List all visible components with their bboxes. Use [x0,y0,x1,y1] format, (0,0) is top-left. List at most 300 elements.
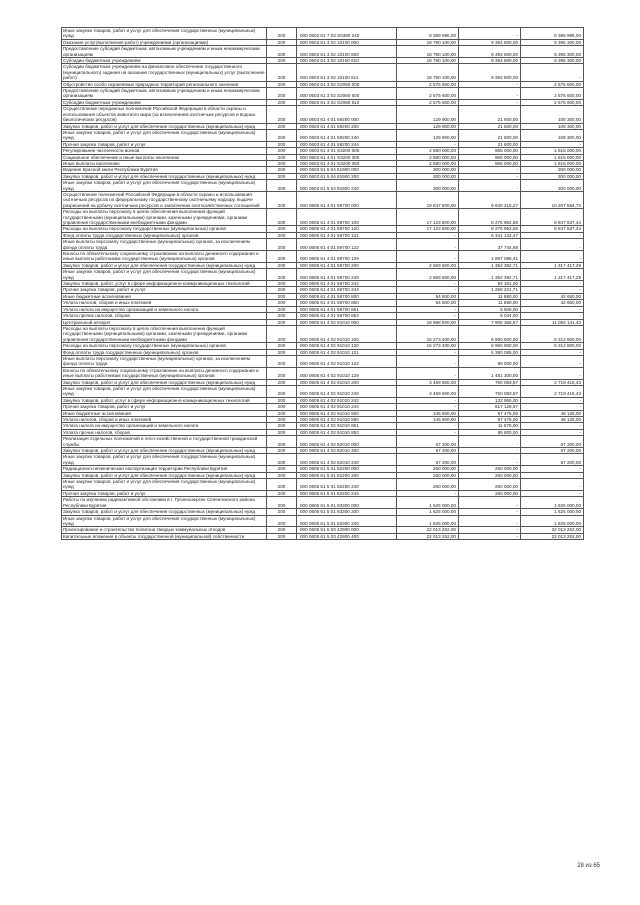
executed-amount-cell: 21 600,00 [459,141,521,147]
budget-classification-code-cell: 000 0502 61 7 03 S0380 240 [297,28,397,40]
unexecuted-amount-cell: - [521,479,584,491]
budget-classification-code-cell: 000 0605 61 4 01 59700 850 [297,300,397,306]
budget-classification-code-cell: 000 0605 61 5 01 83300 000 [297,497,397,509]
table-row [62,423,584,429]
budget-classification-code-cell: 000 0503 61 3 02 10100 000 [297,39,397,45]
budget-classification-code-cell: 000 0503 61 3 02 S2060 000 [297,81,397,87]
unexecuted-amount-cell: 67 200,00 [521,448,584,454]
unexecuted-amount-cell: 108 300,00 [521,106,584,123]
table-row [62,306,584,312]
budget-classification-code-cell: 000 0605 61 4 02 91010 121 [297,349,397,355]
row-code-cell: 200 [267,99,297,105]
table-row [62,39,584,45]
row-name-cell: Расходы на выплаты персоналу государственных (муниципальных) органов [62,343,267,349]
executed-amount-cell: 5 380 085,00 [459,349,521,355]
executed-amount-cell: - [459,527,521,533]
unexecuted-amount-cell: - [521,281,584,287]
row-name-cell: Прочая закупка товаров, работ и услуг [62,490,267,496]
unexecuted-amount-cell: - [521,397,584,403]
budget-classification-code-cell: 000 0605 61 4 01 59700 120 [297,226,397,232]
budget-classification-code-cell: 000 0605 61 4 01 59700 240 [297,269,397,281]
row-code-cell: 200 [267,490,297,496]
executed-amount-cell: 750 083,57 [459,385,521,397]
unexecuted-amount-cell: 42 650,00 [521,300,584,306]
row-name-cell: Расходы на выплаты персоналу в целях обеспечения выполнения функций государственными (муниципальными) органами, казенными учреждениями, органами управления государственными внебюджетными фондами [62,325,267,342]
row-code-cell: 200 [267,287,297,293]
table-row [62,367,584,379]
unexecuted-amount-cell: - [521,313,584,319]
row-code-cell: 200 [267,106,297,123]
row-code-cell: 200 [267,226,297,232]
unexecuted-amount-cell: 108 300,00 [521,123,584,129]
row-name-cell: Иные закупки товаров, работ и услуг для обеспечения государственных (муниципальных) нужд [62,28,267,40]
unexecuted-amount-cell: 8 389 995,00 [521,28,584,40]
unexecuted-amount-cell: 2 575 600,00 [521,99,584,105]
approved-amount-cell: 2 580 000,00 [397,154,459,160]
executed-amount-cell: 1 352 382,71 [459,269,521,281]
executed-amount-cell: 97 475,00 [459,410,521,416]
row-code-cell: 200 [267,129,297,141]
unexecuted-amount-cell: - [521,429,584,435]
table-row [62,281,584,287]
budget-classification-code-cell: 000 0605 61 4 02 91010 851 [297,423,397,429]
row-code-cell: 200 [267,423,297,429]
table-row [62,88,584,100]
row-code-cell: 200 [267,58,297,64]
row-name-cell: Уплата налога на имущество организаций и земельного налога [62,423,267,429]
table-row [62,180,584,192]
executed-amount-cell: 5 506,00 [459,306,521,312]
budget-classification-code-cell: 000 0603 61 4 01 S3200 300 [297,154,397,160]
row-code-cell: 200 [267,397,297,403]
approved-amount-cell: 17 123 800,00 [397,226,459,232]
row-name-cell: Иные бюджетные ассигнования [62,410,267,416]
approved-amount-cell: - [397,313,459,319]
page-number: 28 из 65 [577,863,600,869]
row-name-cell: Иные закупки товаров, работ и услуг для обеспечения государственных (муниципальных) нужд [62,129,267,141]
unexecuted-amount-cell: - [521,355,584,367]
executed-amount-cell: 260 000,00 [459,479,521,491]
executed-amount-cell: 94 161,00 [459,281,521,287]
row-name-cell: Социальное обеспечение и иные выплаты населению [62,154,267,160]
row-name-cell: Реализация отдельных полномочий в лесо-хозяйственной и государственной гражданской службы [62,436,267,448]
row-name-cell: Иные закупки товаров, работ и услуг для обеспечения государственных (муниципальных) нужд [62,180,267,192]
executed-amount-cell: 21 600,00 [459,129,521,141]
approved-amount-cell: 3 469 500,00 [397,385,459,397]
budget-classification-code-cell: 000 0603 61 4 01 59200 000 [297,106,397,123]
unexecuted-amount-cell: 67 200,00 [521,454,584,466]
row-name-cell: Иные закупки товаров, работ и услуг для обеспечения государственных (муниципальных) нужд [62,385,267,397]
table-row [62,454,584,466]
approved-amount-cell: 129 900,00 [397,123,459,129]
approved-amount-cell: 2 669 600,00 [397,269,459,281]
row-name-cell: Субсидии бюджетным учреждениям [62,58,267,64]
approved-amount-cell: 2 575 600,00 [397,81,459,87]
unexecuted-amount-cell: 8 312 800,00 [521,325,584,342]
executed-amount-cell: 97 475,00 [459,417,521,423]
budget-classification-code-cell: 000 0603 61 5 04 81900 000 [297,167,397,173]
row-code-cell: 200 [267,46,297,58]
budget-classification-code-cell: 000 0603 61 5 04 81900 200 [297,173,397,179]
row-code-cell: 200 [267,404,297,410]
budget-classification-code-cell: 000 0605 61 5 01 82200 200 [297,472,397,478]
row-code-cell: 200 [267,300,297,306]
row-code-cell: 200 [267,81,297,87]
approved-amount-cell: 54 500,00 [397,300,459,306]
unexecuted-amount-cell: - [521,472,584,478]
budget-classification-code-cell: 000 0603 61 4 01 S3200 000 [297,148,397,154]
executed-amount-cell: - [459,180,521,192]
row-code-cell: 200 [267,454,297,466]
approved-amount-cell: 3 469 500,00 [397,379,459,385]
row-code-cell: 200 [267,232,297,238]
unexecuted-amount-cell: - [521,404,584,410]
table-row [62,497,584,509]
executed-amount-cell: 11 675,00 [459,423,521,429]
table-row [62,287,584,293]
table-row [62,479,584,491]
budget-classification-code-cell: 000 0605 61 4 01 59700 244 [297,287,397,293]
executed-amount-cell: 9 394 800,00 [459,39,521,45]
row-name-cell: Иные закупки товаров, работ и услуг для обеспечения государственных (муниципальных) нужд [62,479,267,491]
row-code-cell: 200 [267,367,297,379]
table-row [62,533,584,539]
row-name-cell: Уплата налогов, сборов и иных платежей [62,417,267,423]
unexecuted-amount-cell: 1 615 000,00 [521,160,584,166]
executed-amount-cell: 1 897 085,41 [459,251,521,263]
row-code-cell: 200 [267,325,297,342]
approved-amount-cell: 19 847 800,00 [397,191,459,208]
executed-amount-cell: - [459,81,521,87]
approved-amount-cell: 18 790 100,00 [397,39,459,45]
table-row [62,251,584,263]
row-code-cell: 200 [267,497,297,509]
unexecuted-amount-cell: 9 395 300,00 [521,39,584,45]
budget-classification-code-cell: 000 0503 61 3 02 10100 611 [297,64,397,81]
row-code-cell: 200 [267,472,297,478]
table-row [62,355,584,367]
unexecuted-amount-cell: - [521,64,584,81]
row-name-cell: Закупка товаров, работ, услуг в сфере информационно-коммуникационных технологий [62,397,267,403]
row-name-cell: Иные выплаты персоналу государственных (муниципальных) органов, за исключением фонда оплаты труда [62,239,267,251]
unexecuted-amount-cell: 9 395 300,00 [521,46,584,58]
executed-amount-cell: 8 275 962,56 [459,209,521,226]
unexecuted-amount-cell: - [521,232,584,238]
unexecuted-amount-cell: 1 625 000,00 [521,497,584,509]
unexecuted-amount-cell: 8 847 837,44 [521,209,584,226]
approved-amount-cell: - [397,490,459,496]
table-row [62,239,584,251]
executed-amount-cell: - [459,509,521,515]
executed-amount-cell: 132 955,00 [459,397,521,403]
row-code-cell: 200 [267,88,297,100]
budget-classification-code-cell: 000 0605 61 4 02 82010 200 [297,448,397,454]
row-code-cell: 200 [267,28,297,40]
row-code-cell: 200 [267,417,297,423]
row-code-cell: 200 [267,533,297,539]
row-code-cell: 200 [267,385,297,397]
row-name-cell: Иные выплаты персоналу государственных (муниципальных) органов, за исключением фонда оплаты труда [62,355,267,367]
row-code-cell: 200 [267,448,297,454]
table-row [62,379,584,385]
table-row [62,349,584,355]
table-row [62,472,584,478]
row-name-cell: Субсидии бюджетным учреждениям на финансовое обеспечение государственного (муниципального) задания на оказание государственных (муниципальных) услуг (выполнение работ) [63,64,265,81]
unexecuted-amount-cell: 11 082 141,43 [521,319,584,325]
budget-classification-code-cell: 000 0605 61 5 01 82200 000 [297,466,397,472]
row-name-cell: Закупка товаров, работ, услуг в сфере информационно-коммуникационных технологий [62,281,267,287]
row-name-cell: Закупка товаров, работ и услуг для обеспечения государственных (муниципальных) нужд [62,123,267,129]
approved-amount-cell: 1 625 000,00 [397,515,459,527]
budget-classification-code-cell: 000 0603 61 4 01 S3200 360 [297,160,397,166]
unexecuted-amount-cell: 48 125,00 [521,417,584,423]
row-name-cell: Работы по изучению радиоактивной обстановки в г. Гусиноозерске Селенгинского района Республики Бурятия [62,497,267,509]
table-row [62,232,584,238]
approved-amount-cell: 18 790 100,00 [397,46,459,58]
row-code-cell: 200 [267,173,297,179]
budget-classification-code-cell: 000 0605 61 5 01 82200 240 [297,479,397,491]
unexecuted-amount-cell: - [521,141,584,147]
executed-amount-cell: 37 744,68 [459,239,521,251]
budget-classification-code-cell: 000 0605 61 4 02 91010 122 [297,355,397,367]
row-name-cell: Проектирование и строительство полигона твердых коммунальных отходов [62,527,267,533]
budget-classification-code-cell: 000 0605 61 5 01 83300 200 [297,509,397,515]
approved-amount-cell: 15 273 400,00 [397,343,459,349]
table-row [62,515,584,527]
row-name-cell: Фонд оплаты труда государственных (муниципальных) органов [62,232,267,238]
table-row [62,404,584,410]
row-name-cell: Расходы на выплаты персоналу государственных (муниципальных) органов [62,226,267,232]
budget-classification-code-cell: 000 0605 61 4 02 91010 000 [297,319,397,325]
budget-classification-code-cell: 000 0605 61 5 01 82200 244 [297,490,397,496]
budget-classification-code-cell: 000 0605 61 4 01 59700 121 [297,232,397,238]
approved-amount-cell: - [397,349,459,355]
budget-classification-code-cell: 000 0605 61 4 02 91010 800 [297,410,397,416]
row-code-cell: 200 [267,269,297,281]
approved-amount-cell: - [397,429,459,435]
approved-amount-cell: - [397,397,459,403]
row-code-cell: 200 [267,527,297,533]
row-name-cell: Иные закупки товаров, работ и услуг для обеспечения государственных (муниципальных) нужд [62,454,267,466]
approved-amount-cell: - [397,239,459,251]
executed-amount-cell: - [459,448,521,454]
budget-classification-code-cell: 000 0605 61 5 01 83300 240 [297,515,397,527]
budget-classification-code-cell: 000 0503 61 3 02 10100 600 [297,46,397,58]
row-name-cell: Центральный аппарат [62,319,267,325]
unexecuted-amount-cell: 22 013 252,00 [521,527,584,533]
budget-classification-code-cell: 000 0605 61 4 01 59700 122 [297,239,397,251]
row-name-cell: Ведение Красной книги Республики Бурятия [62,167,267,173]
approved-amount-cell: - [397,251,459,263]
row-code-cell: 200 [267,313,297,319]
unexecuted-amount-cell: - [521,466,584,472]
budget-classification-code-cell: 000 0605 61 4 02 91010 240 [297,385,397,397]
approved-amount-cell: 260 000,00 [397,472,459,478]
budget-classification-code-cell: 000 0605 61 4 02 91010 120 [297,343,397,349]
approved-amount-cell: 18 988 500,00 [397,319,459,325]
budget-classification-code-cell: 000 0605 61 4 02 91010 200 [297,379,397,385]
executed-amount-cell: 965 000,00 [459,160,521,166]
budget-classification-code-cell: 000 0605 61 4 01 59700 800 [297,293,397,299]
unexecuted-amount-cell: 108 300,00 [521,129,584,141]
row-code-cell: 200 [267,509,297,515]
row-name-cell: Уплата налога на имущество организаций и земельного налога [62,306,267,312]
approved-amount-cell: 300 000,00 [397,180,459,192]
row-name-cell: Прочая закупка товаров, работ и услуг [62,141,267,147]
executed-amount-cell: 6 960 600,00 [459,325,521,342]
row-code-cell: 200 [267,466,297,472]
budget-classification-code-cell: 000 0603 61 4 01 59200 244 [297,141,397,147]
approved-amount-cell: - [397,232,459,238]
budget-classification-code-cell: 000 0605 61 4 02 82010 000 [297,436,397,448]
unexecuted-amount-cell: 1 615 000,00 [521,148,584,154]
table-row [62,154,584,160]
executed-amount-cell: 1 481 300,00 [459,367,521,379]
executed-amount-cell: 99 000,00 [459,355,521,367]
approved-amount-cell: - [397,423,459,429]
budget-classification-code-cell: 000 0605 61 4 01 59700 129 [297,251,397,263]
unexecuted-amount-cell: 2 575 600,00 [521,81,584,87]
executed-amount-cell: 965 000,00 [459,148,521,154]
approved-amount-cell: 2 580 000,00 [397,148,459,154]
row-name-cell: Закупка товаров, работ и услуг для обеспечения государственных (муниципальных) нужд [62,472,267,478]
row-code-cell: 200 [267,160,297,166]
approved-amount-cell: - [397,287,459,293]
row-code-cell: 200 [267,148,297,154]
unexecuted-amount-cell: 300 000,00 [521,167,584,173]
approved-amount-cell: 18 790 100,00 [397,64,459,81]
approved-amount-cell: 1 625 000,00 [397,509,459,515]
row-code-cell: 200 [267,191,297,208]
budget-classification-code-cell: 000 0605 61 4 02 91010 850 [297,417,397,423]
executed-amount-cell: 260 000,00 [459,490,521,496]
unexecuted-amount-cell: - [521,349,584,355]
row-name-cell: Прочая закупка товаров, работ и услуг [62,287,267,293]
row-name-cell: Осуществление переданных полномочий Российской Федерации в области охраны и использования объектов животного мира (за исключением охотничьих ресурсов и водных биологических ресурсов) [62,106,267,123]
executed-amount-cell: 617 128,57 [459,404,521,410]
approved-amount-cell: 260 000,00 [397,466,459,472]
row-name-cell: Иные закупки товаров, работ и услуг для обеспечения государственных (муниципальных) нужд [62,269,267,281]
executed-amount-cell: 260 000,00 [459,466,521,472]
executed-amount-cell: 9 394 800,00 [459,46,521,58]
unexecuted-amount-cell: 300 000,00 [521,173,584,179]
unexecuted-amount-cell: 10 207 584,73 [521,191,584,208]
executed-amount-cell: 1 258 221,71 [459,287,521,293]
budget-classification-code-cell: 000 0605 61 4 01 59700 851 [297,306,397,312]
table-row [62,490,584,496]
table-row [62,300,584,306]
approved-amount-cell: - [397,404,459,410]
approved-amount-cell: 2 575 600,00 [397,99,459,105]
budget-classification-code-cell: 000 0503 61 3 02 10100 610 [297,58,397,64]
executed-amount-cell: 11 880,00 [459,300,521,306]
approved-amount-cell: 15 273 400,00 [397,325,459,342]
row-code-cell: 200 [267,262,297,268]
row-name-cell: Взносы по обязательному социальному страхованию на выплаты денежного содержания и иные выплаты работникам государственных (муниципальных) органов [62,367,267,379]
unexecuted-amount-cell: - [521,423,584,429]
table-row [62,385,584,397]
budget-classification-code-cell: 000 0603 61 4 01 59200 200 [297,123,397,129]
budget-classification-code-cell: 000 0605 61 4 01 59700 000 [297,191,397,208]
row-name-cell: Радиационно-гигиеническая паспортизация территории Республики Бурятия [62,466,267,472]
row-name-cell: Обустройство особо охраняемых природных территорий регионального значения [62,81,267,87]
row-name-cell: Уплата прочих налогов, сборов [62,313,267,319]
executed-amount-cell: - [459,497,521,509]
approved-amount-cell: 300 000,00 [397,167,459,173]
approved-amount-cell: 2 575 600,00 [397,88,459,100]
budget-classification-code-cell: 000 0603 61 5 04 81900 240 [297,180,397,192]
executed-amount-cell: - [459,99,521,105]
budget-classification-code-cell: 000 0503 61 3 02 S2060 600 [297,88,397,100]
unexecuted-amount-cell: 42 650,00 [521,293,584,299]
row-code-cell: 200 [267,410,297,416]
executed-amount-cell: 750 083,57 [459,379,521,385]
row-code-cell: 200 [267,281,297,287]
approved-amount-cell: 300 000,00 [397,173,459,179]
table-row [62,123,584,129]
unexecuted-amount-cell: 1 317 417,29 [521,262,584,268]
unexecuted-amount-cell: 2 719 416,43 [521,379,584,385]
table-row [62,417,584,423]
row-name-cell: Расходы на выплаты персоналу в целях обеспечения выполнения функций государственными (муниципальными) органами, казенными учреждениями, органами управления государственными внебюджетными фондами [62,209,267,226]
budget-classification-code-cell: 000 0605 61 4 02 91010 244 [297,404,397,410]
row-name-cell: Фонд оплаты труда государственных (муниципальных) органов [62,349,267,355]
approved-amount-cell: - [397,306,459,312]
unexecuted-amount-cell: 1 615 000,00 [521,154,584,160]
budget-classification-code-cell: 000 0605 61 4 02 91010 852 [297,429,397,435]
row-name-cell: Капитальные вложения в объекты государственной (муниципальной) собственности [62,533,267,539]
row-name-cell: Субсидии бюджетным учреждениям [62,99,267,105]
budget-classification-code-cell: 000 0605 61 5 03 42900 000 [297,527,397,533]
row-code-cell: 200 [267,343,297,349]
row-name-cell: Иные закупки товаров, работ и услуг для обеспечения государственных (муниципальных) нужд [62,515,267,527]
unexecuted-amount-cell: 1 625 000,00 [521,515,584,527]
executed-amount-cell: - [459,88,521,100]
row-code-cell: 200 [267,167,297,173]
table-row [62,46,584,58]
approved-amount-cell: 22 013 252,00 [397,533,459,539]
approved-amount-cell: - [397,367,459,379]
row-name-cell: Иные бюджетные ассигнования [62,293,267,299]
unexecuted-amount-cell: - [521,306,584,312]
unexecuted-amount-cell: 48 125,00 [521,410,584,416]
budget-classification-code-cell: 000 0603 61 4 01 59200 240 [297,129,397,141]
row-code-cell: 200 [267,209,297,226]
table-row [62,397,584,403]
executed-amount-cell: - [459,167,521,173]
executed-amount-cell: 6 960 600,00 [459,343,521,349]
budget-classification-code-cell: 000 0605 61 4 02 82010 240 [297,454,397,466]
row-code-cell: 200 [267,293,297,299]
executed-amount-cell: 6 044,00 [459,313,521,319]
budget-classification-code-cell: 000 0605 61 4 01 59700 200 [297,262,397,268]
row-code-cell: 200 [267,180,297,192]
table-row [62,58,584,64]
unexecuted-amount-cell: 1 317 417,29 [521,269,584,281]
executed-amount-cell: - [459,454,521,466]
row-code-cell: 200 [267,479,297,491]
row-name-cell: Прочая закупка товаров, работ и услуг [62,404,267,410]
budget-classification-code-cell: 000 0605 61 4 02 91010 242 [297,397,397,403]
unexecuted-amount-cell: 1 625 000,00 [521,509,584,515]
row-name-cell: Закупка товаров, работ и услуг для обеспечения государственных (муниципальных) нужд [62,379,267,385]
approved-amount-cell: 260 000,00 [397,479,459,491]
table-body [62,28,584,540]
approved-amount-cell: 129 900,00 [397,106,459,123]
budget-table-sheet [61,27,583,540]
approved-amount-cell: 145 600,00 [397,410,459,416]
row-name-cell: Осуществление полномочий Российской Федерации в области охраны и использования охотничьих ресурсов по федеральному государственному охотничьему надзору, выдаче разрешений на добычу охотничьих ресурсов и заключению охотхозяйственных соглашений [62,191,267,208]
